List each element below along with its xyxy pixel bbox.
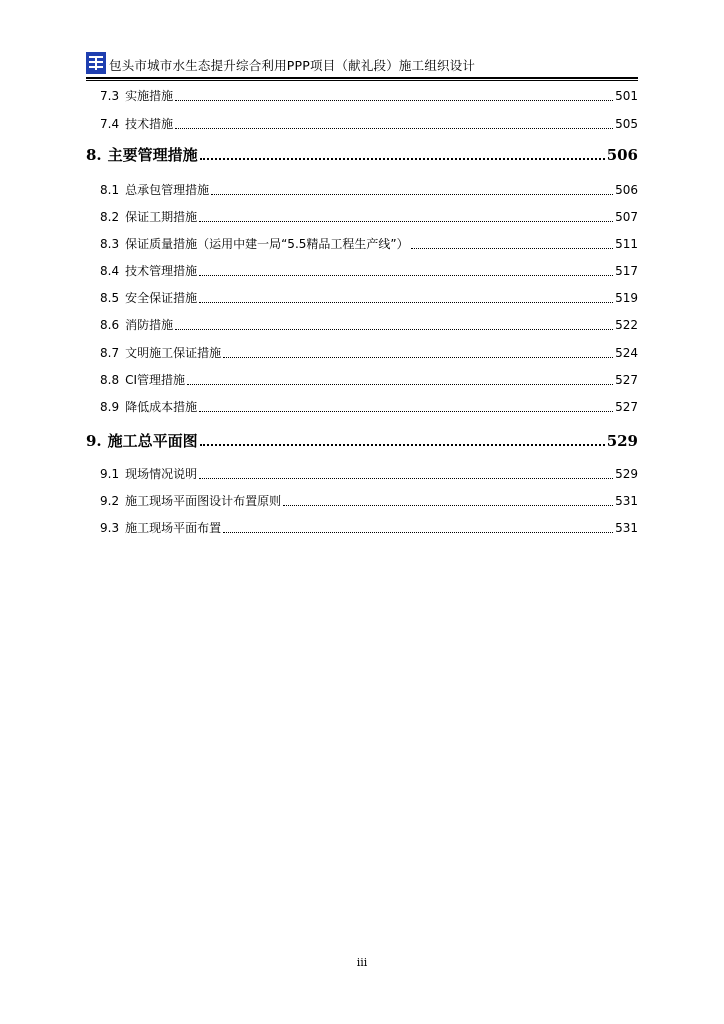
toc-entry[interactable] [100, 236, 638, 252]
toc-dot-leader [175, 99, 613, 101]
toc-dot-leader [187, 383, 613, 385]
page-header [86, 50, 638, 78]
toc-dot-leader [223, 356, 613, 358]
toc-entry-title: CI管理措施 [125, 373, 186, 387]
toc-dot-leader [283, 504, 613, 506]
toc-entry[interactable] [100, 116, 638, 132]
toc-entry[interactable] [100, 182, 638, 198]
toc-entry-page: 529 [606, 432, 638, 450]
toc-entry-page: 531 [615, 494, 638, 508]
toc-entry[interactable] [86, 146, 638, 164]
toc-entry-title: 保证质量措施（运用中建一局“5.5精品工程生产线”） [125, 237, 409, 251]
toc-entry-number: 8.8 [100, 373, 120, 387]
toc-entry-number: 8.2 [100, 210, 120, 224]
toc-dot-leader [175, 127, 613, 129]
toc-entry[interactable] [100, 345, 638, 361]
toc-entry-number: 8.3 [100, 237, 120, 251]
toc-entry-title: 消防措施 [125, 318, 174, 332]
toc-entry-title: 施工总平面图 [107, 432, 198, 450]
toc-entry-title: 实施措施 [125, 89, 174, 103]
toc-entry-number: 8.6 [100, 318, 120, 332]
toc-dot-leader [223, 531, 613, 533]
toc-entry-title: 保证工期措施 [125, 210, 198, 224]
toc-entry-title: 总承包管理措施 [125, 183, 210, 197]
toc-entry-number: 9.1 [100, 467, 120, 481]
toc-dot-leader [199, 274, 613, 276]
toc-entry[interactable] [100, 493, 638, 509]
toc-entry-number: 8.5 [100, 291, 120, 305]
toc-entry[interactable] [100, 520, 638, 536]
toc-entry[interactable] [86, 432, 638, 450]
toc-entry-page: 501 [615, 89, 638, 103]
toc-entry-title: 文明施工保证措施 [125, 346, 222, 360]
toc-dot-leader [411, 247, 613, 249]
toc-entry-page: 522 [615, 318, 638, 332]
toc-dot-leader [199, 410, 613, 412]
toc-entry-page: 527 [615, 373, 638, 387]
toc-entry-number: 8.1 [100, 183, 120, 197]
toc-entry-page: 519 [615, 291, 638, 305]
toc-entry-page: 529 [615, 467, 638, 481]
toc-dot-leader [200, 443, 605, 446]
company-logo-icon [86, 52, 106, 74]
toc-dot-leader [199, 220, 613, 222]
toc-entry-number: 7.3 [100, 89, 120, 103]
toc-entry[interactable] [100, 88, 638, 104]
toc-entry[interactable] [100, 290, 638, 306]
toc-dot-leader [211, 193, 613, 195]
toc-entry[interactable] [100, 263, 638, 279]
header-rule-thin [86, 80, 638, 81]
toc-entry-page: 531 [615, 521, 638, 535]
toc-entry[interactable] [100, 209, 638, 225]
toc-entry-page: 527 [615, 400, 638, 414]
toc-entry-title: 施工现场平面布置 [125, 521, 222, 535]
toc-dot-leader [200, 157, 605, 160]
toc-dot-leader [199, 301, 613, 303]
toc-entry-title: 安全保证措施 [125, 291, 198, 305]
toc-entry[interactable] [100, 317, 638, 333]
toc-entry-number: 8. [86, 146, 102, 164]
header-title: 包头市城市水生态提升综合利用PPP项目（献礼段）施工组织设计 [109, 58, 476, 73]
toc-entry-number: 8.4 [100, 264, 120, 278]
toc-entry-title: 降低成本措施 [125, 400, 198, 414]
toc-entry-number: 7.4 [100, 117, 120, 131]
toc-entry-page: 524 [615, 346, 638, 360]
toc-entry-page: 507 [615, 210, 638, 224]
header-rule [86, 77, 638, 79]
toc-entry-number: 8.9 [100, 400, 120, 414]
toc-entry[interactable] [100, 399, 638, 415]
toc-entry-title: 主要管理措施 [107, 146, 198, 164]
toc-dot-leader [199, 477, 613, 479]
toc-entry-page: 506 [606, 146, 638, 164]
toc-entry-number: 9.3 [100, 521, 120, 535]
toc-entry-page: 517 [615, 264, 638, 278]
toc-entry-title: 技术管理措施 [125, 264, 198, 278]
toc-entry-page: 506 [615, 183, 638, 197]
toc-entry-page: 505 [615, 117, 638, 131]
toc-entry-title: 现场情况说明 [125, 467, 198, 481]
toc-entry-title: 技术措施 [125, 117, 174, 131]
toc-entry[interactable] [100, 372, 638, 388]
toc-entry-title: 施工现场平面图设计布置原则 [125, 494, 282, 508]
toc-entry-number: 8.7 [100, 346, 120, 360]
toc-entry-number: 9. [86, 432, 102, 450]
toc-entry-number: 9.2 [100, 494, 120, 508]
page-number: iii [356, 956, 368, 969]
toc-dot-leader [175, 328, 613, 330]
toc-entry[interactable] [100, 466, 638, 482]
toc-entry-page: 511 [615, 237, 638, 251]
